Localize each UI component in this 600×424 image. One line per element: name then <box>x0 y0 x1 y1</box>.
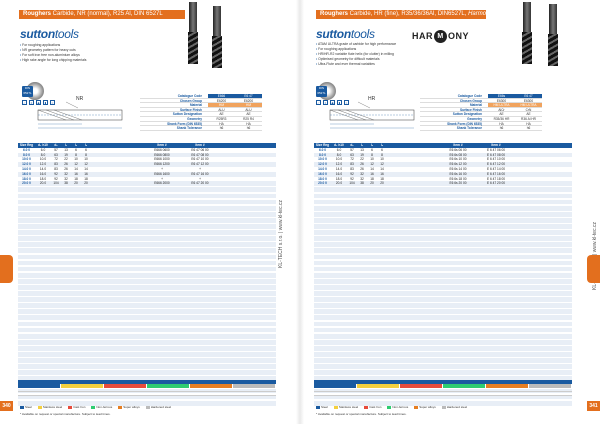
table-row: 20.0 0 20.0 104 38 20 20 E6 6s 20 00 E 6 47 20 00 <box>314 181 572 186</box>
table-row: 14.0 0 14.0 83 26 14 14 E6 6s 14 00 E 6 47 14 00 <box>318 166 506 171</box>
product-table <box>18 143 276 406</box>
legend-footer: Steel Stainless steel Cast Iron Non-ferrous Super alloys Hardened steel <box>20 405 171 409</box>
empty-table-row <box>18 206 276 211</box>
empty-table-row <box>18 279 276 284</box>
empty-table-row <box>18 273 276 278</box>
empty-table-row <box>314 328 572 333</box>
vertical-website-text: KL-TECH s.r.o. | www.kl-tec.cz <box>278 200 284 268</box>
properties-table: Catalogue Code E666 E6 47 Chosen Group E6200 E6200 Material HM HM Surface Finish ALU ALU Sutton Designation AE AE Geometry R25R3 R25 R4 Shank Form (DIN 6535) HA HA Shank Tolerance h6 h6 <box>140 94 262 131</box>
empty-table-row <box>314 187 572 192</box>
empty-table-row <box>18 322 276 327</box>
empty-table-row <box>314 309 572 314</box>
helix-icon: ⟋ <box>317 101 320 105</box>
empty-table-row <box>314 273 572 278</box>
coating-icon: ◆ <box>331 101 334 105</box>
feature-item: • HR/HR-R2 variable flute helix (for clutter) in milling <box>316 52 396 57</box>
empty-table-row <box>314 364 572 369</box>
page-number: 340 <box>0 401 13 411</box>
coating-icon: ◆ <box>37 101 40 105</box>
feature-list <box>20 43 86 63</box>
end-mill-image <box>522 2 532 64</box>
end-mill-image <box>548 4 558 66</box>
empty-table-row <box>314 224 572 229</box>
din-badge: DIN 6527L <box>23 86 32 95</box>
empty-table-row <box>314 255 572 260</box>
chip-icon: ≈ <box>51 101 54 105</box>
empty-table-row <box>314 218 572 223</box>
technical-drawing <box>328 88 418 134</box>
empty-table-row <box>18 334 276 339</box>
feature-item: • For roughing applications <box>316 47 396 52</box>
chip-icon: ≈ <box>345 101 348 105</box>
empty-table-row <box>314 322 572 327</box>
empty-table-row <box>314 279 572 284</box>
empty-table-row <box>314 303 572 308</box>
table-row: 8.0 0 8.0 63 19 8 8 E6 6s 08 00 E 6 47 08 00 <box>314 153 572 158</box>
material-legend <box>18 380 276 402</box>
table-row: 18.0 0 18.0 92 32 18 18 + + <box>22 176 201 181</box>
helix-icon: ⟋ <box>23 101 26 105</box>
shank-icon: ▮ <box>44 101 47 105</box>
empty-table-row <box>314 285 572 290</box>
feature-item: • High rake angle for long chipping materials <box>20 58 86 63</box>
feature-list <box>316 42 396 67</box>
empty-table-row <box>314 370 572 375</box>
empty-table-row <box>314 261 572 266</box>
feature-item: • For roughing applications <box>20 43 86 48</box>
end-mill-image <box>212 6 222 68</box>
material-legend <box>314 380 572 402</box>
table-row: 10.0 0 10.0 72 22 10 10 E666 1000 E6 47 10 00 <box>22 157 209 162</box>
empty-table-row <box>314 200 572 205</box>
table-row: 16.0 0 16.0 92 32 16 16 E666 1600 E6 47 16 00 <box>18 172 276 177</box>
empty-table-row <box>18 358 276 363</box>
table-row: 20.0 0 20.0 104 38 20 20 E666 2000 E6 47 20 00 <box>18 181 276 186</box>
feature-item: • Optimised geometry for difficult materials <box>316 57 396 62</box>
footnote: * Available on request or special manufacture. Subject to lead times. <box>316 412 407 416</box>
empty-table-row <box>314 267 572 272</box>
empty-table-row <box>18 340 276 345</box>
drawing-label: NR <box>76 96 84 102</box>
tolerance-icon: ± <box>324 101 327 105</box>
tolerance-icon: ± <box>30 101 33 105</box>
empty-table-row <box>314 346 572 351</box>
empty-table-row <box>314 297 572 302</box>
section-tab[interactable] <box>587 255 600 283</box>
empty-table-row <box>18 315 276 320</box>
empty-table-row <box>18 297 276 302</box>
table-row: 14.0 0 14.0 83 26 14 14 + + <box>22 166 201 171</box>
table-row: 6.0 0 6.0 57 13 6 6 E6 6s 06 00 E 6 47 06 00 <box>318 147 506 152</box>
empty-table-row <box>314 340 572 345</box>
legend-footer: Steel Stainless steel Cast Iron Non-ferrous Super alloys Hardened steel <box>316 405 467 409</box>
page-header: Roughers Carbide, NR (normal), R25 Al, DIN 6527L <box>19 10 185 19</box>
feature-item: • For soft iron free non-aluminium alloys <box>20 53 86 58</box>
table-header: Size Reg d₁ h10 d₂ l₁ l₂ l₃ Item # Item # <box>18 143 276 148</box>
table-row: 18.0 0 18.0 92 32 18 18 E6 6s 18 00 E 6 47 18 00 <box>318 176 506 181</box>
shank-icon: ▮ <box>338 101 341 105</box>
feature-item: • Ultra-Flute and ever thermal variables <box>316 62 396 67</box>
empty-table-row <box>314 291 572 296</box>
din-badge: DIN 6527L <box>317 86 326 95</box>
footnote: * Available on request or special manufacture. Subject to lead times. <box>20 412 111 416</box>
table-header: Size Reg d₁ h10 d₂ l₁ l₂ l₃ Item # Item # <box>314 143 572 148</box>
empty-table-row <box>18 309 276 314</box>
empty-table-row <box>18 187 276 192</box>
harmony-logo: HAR M ONY <box>412 30 469 43</box>
empty-table-row <box>18 370 276 375</box>
page-number: 341 <box>587 401 600 411</box>
empty-table-row <box>18 230 276 235</box>
empty-table-row <box>314 230 572 235</box>
empty-table-row <box>18 352 276 357</box>
empty-table-row <box>18 303 276 308</box>
end-mill-image <box>188 2 198 64</box>
empty-table-row <box>314 206 572 211</box>
sutton-logo: suttontools <box>20 27 79 41</box>
empty-table-row <box>18 194 276 199</box>
empty-table-row <box>18 200 276 205</box>
table-row: 6.0 0 6.0 57 13 6 6 E666 0600 E6 47 06 00 <box>22 147 209 152</box>
table-row: 10.0 0 10.0 72 22 10 10 E6 6s 10 00 E 6 47 10 00 <box>318 157 506 162</box>
feature-item: • NR geometry pattern for heavy cuts <box>20 48 86 53</box>
table-row: 16.0 0 16.0 92 32 16 16 E6 6s 16 00 E 6 47 16 00 <box>314 172 572 177</box>
empty-table-row <box>314 334 572 339</box>
feature-item: • ATAM ULTRA grade of carbide for high performance <box>316 42 396 47</box>
empty-table-row <box>314 194 572 199</box>
table-row: 8.0 0 8.0 63 19 8 8 E666 0800 E6 47 08 00 <box>18 153 276 158</box>
product-table <box>314 143 572 406</box>
empty-table-row <box>18 346 276 351</box>
empty-table-row <box>18 267 276 272</box>
empty-table-row <box>18 242 276 247</box>
empty-table-row <box>18 364 276 369</box>
empty-table-row <box>314 212 572 217</box>
empty-table-row <box>314 352 572 357</box>
empty-table-row <box>18 291 276 296</box>
right-page <box>300 0 600 424</box>
table-row: 12.0 0 12.0 83 26 12 12 E666 1200 E6 47 12 00 <box>18 162 276 167</box>
empty-table-row <box>18 261 276 266</box>
drawing-label: HR <box>368 96 376 102</box>
table-row: 12.0 0 12.0 83 26 12 12 E6 6s 12 00 E 6 47 12 00 <box>314 162 572 167</box>
empty-table-row <box>314 358 572 363</box>
empty-table-row <box>314 248 572 253</box>
section-tab[interactable] <box>0 255 13 283</box>
page-gutter <box>296 0 304 424</box>
empty-table-row <box>18 285 276 290</box>
page-header: Roughers Carbide, HR (fine), R35/36/36Al, DIN6527L, Harmony <box>316 10 486 19</box>
sutton-logo: suttontools <box>316 27 375 41</box>
empty-table-row <box>314 236 572 241</box>
empty-table-row <box>314 242 572 247</box>
properties-table: Catalogue Code E66s E6 47 Chosen Group E6300 E6300 Material HM ULTRA HM ULTRA Surface Finish AlCr CrN Sutton Designation AE AE Geometry R35/36 HR R36 Al HR Shank Form (DIN 6535) HA HA Shank Tolerance h6 h6 <box>420 94 542 131</box>
empty-table-row <box>18 248 276 253</box>
empty-table-row <box>18 255 276 260</box>
empty-table-row <box>18 224 276 229</box>
empty-table-row <box>18 328 276 333</box>
technical-drawing <box>36 88 126 134</box>
empty-table-row <box>18 212 276 217</box>
empty-table-row <box>18 236 276 241</box>
empty-table-row <box>18 218 276 223</box>
empty-table-row <box>314 315 572 320</box>
